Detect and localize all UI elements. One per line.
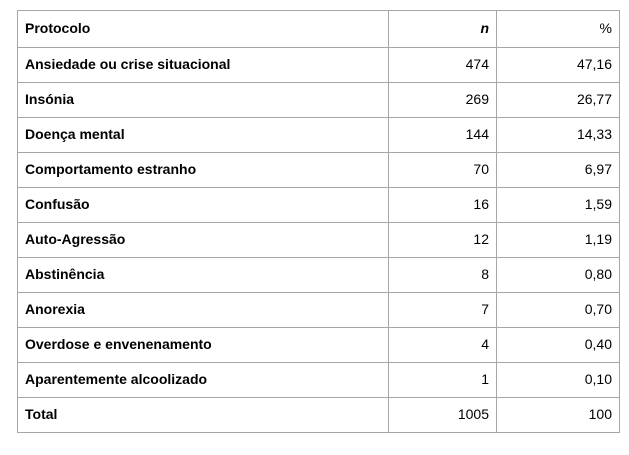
protocol-cell: Comportamento estranho bbox=[18, 153, 389, 188]
protocol-cell: Anorexia bbox=[18, 293, 389, 328]
n-cell: 269 bbox=[389, 83, 497, 118]
table-row bbox=[18, 48, 620, 83]
table-row bbox=[18, 293, 620, 328]
n-cell: 8 bbox=[389, 258, 497, 293]
header-n: n bbox=[389, 11, 497, 48]
percent-cell: 14,33 bbox=[497, 118, 620, 153]
table-row bbox=[18, 363, 620, 398]
header-percent: % bbox=[497, 11, 620, 48]
percent-cell: 0,10 bbox=[497, 363, 620, 398]
table-row bbox=[18, 188, 620, 223]
n-cell: 4 bbox=[389, 328, 497, 363]
protocol-cell: Auto-Agressão bbox=[18, 223, 389, 258]
n-cell: 12 bbox=[389, 223, 497, 258]
percent-cell: 0,40 bbox=[497, 328, 620, 363]
n-cell: 1 bbox=[389, 363, 497, 398]
protocol-cell: Overdose e envenenamento bbox=[18, 328, 389, 363]
protocol-cell: Confusão bbox=[18, 188, 389, 223]
total-percent-cell: 100 bbox=[497, 398, 620, 433]
n-cell: 474 bbox=[389, 48, 497, 83]
percent-cell: 0,80 bbox=[497, 258, 620, 293]
table-row bbox=[18, 258, 620, 293]
n-cell: 144 bbox=[389, 118, 497, 153]
protocol-cell: Ansiedade ou crise situacional bbox=[18, 48, 389, 83]
percent-cell: 1,19 bbox=[497, 223, 620, 258]
protocol-cell: Aparentemente alcoolizado bbox=[18, 363, 389, 398]
protocol-table bbox=[17, 10, 620, 433]
table-row bbox=[18, 83, 620, 118]
percent-cell: 47,16 bbox=[497, 48, 620, 83]
table-row bbox=[18, 223, 620, 258]
percent-cell: 6,97 bbox=[497, 153, 620, 188]
header-protocol: Protocolo bbox=[18, 11, 389, 48]
n-cell: 16 bbox=[389, 188, 497, 223]
protocol-cell: Insónia bbox=[18, 83, 389, 118]
table-header-row bbox=[18, 11, 620, 48]
n-cell: 7 bbox=[389, 293, 497, 328]
table-row bbox=[18, 153, 620, 188]
n-cell: 70 bbox=[389, 153, 497, 188]
percent-cell: 1,59 bbox=[497, 188, 620, 223]
protocol-cell: Doença mental bbox=[18, 118, 389, 153]
total-n-cell: 1005 bbox=[389, 398, 497, 433]
table-row bbox=[18, 328, 620, 363]
percent-cell: 26,77 bbox=[497, 83, 620, 118]
total-label-cell: Total bbox=[18, 398, 389, 433]
table-total-row bbox=[18, 398, 620, 433]
table-row bbox=[18, 118, 620, 153]
protocol-cell: Abstinência bbox=[18, 258, 389, 293]
percent-cell: 0,70 bbox=[497, 293, 620, 328]
